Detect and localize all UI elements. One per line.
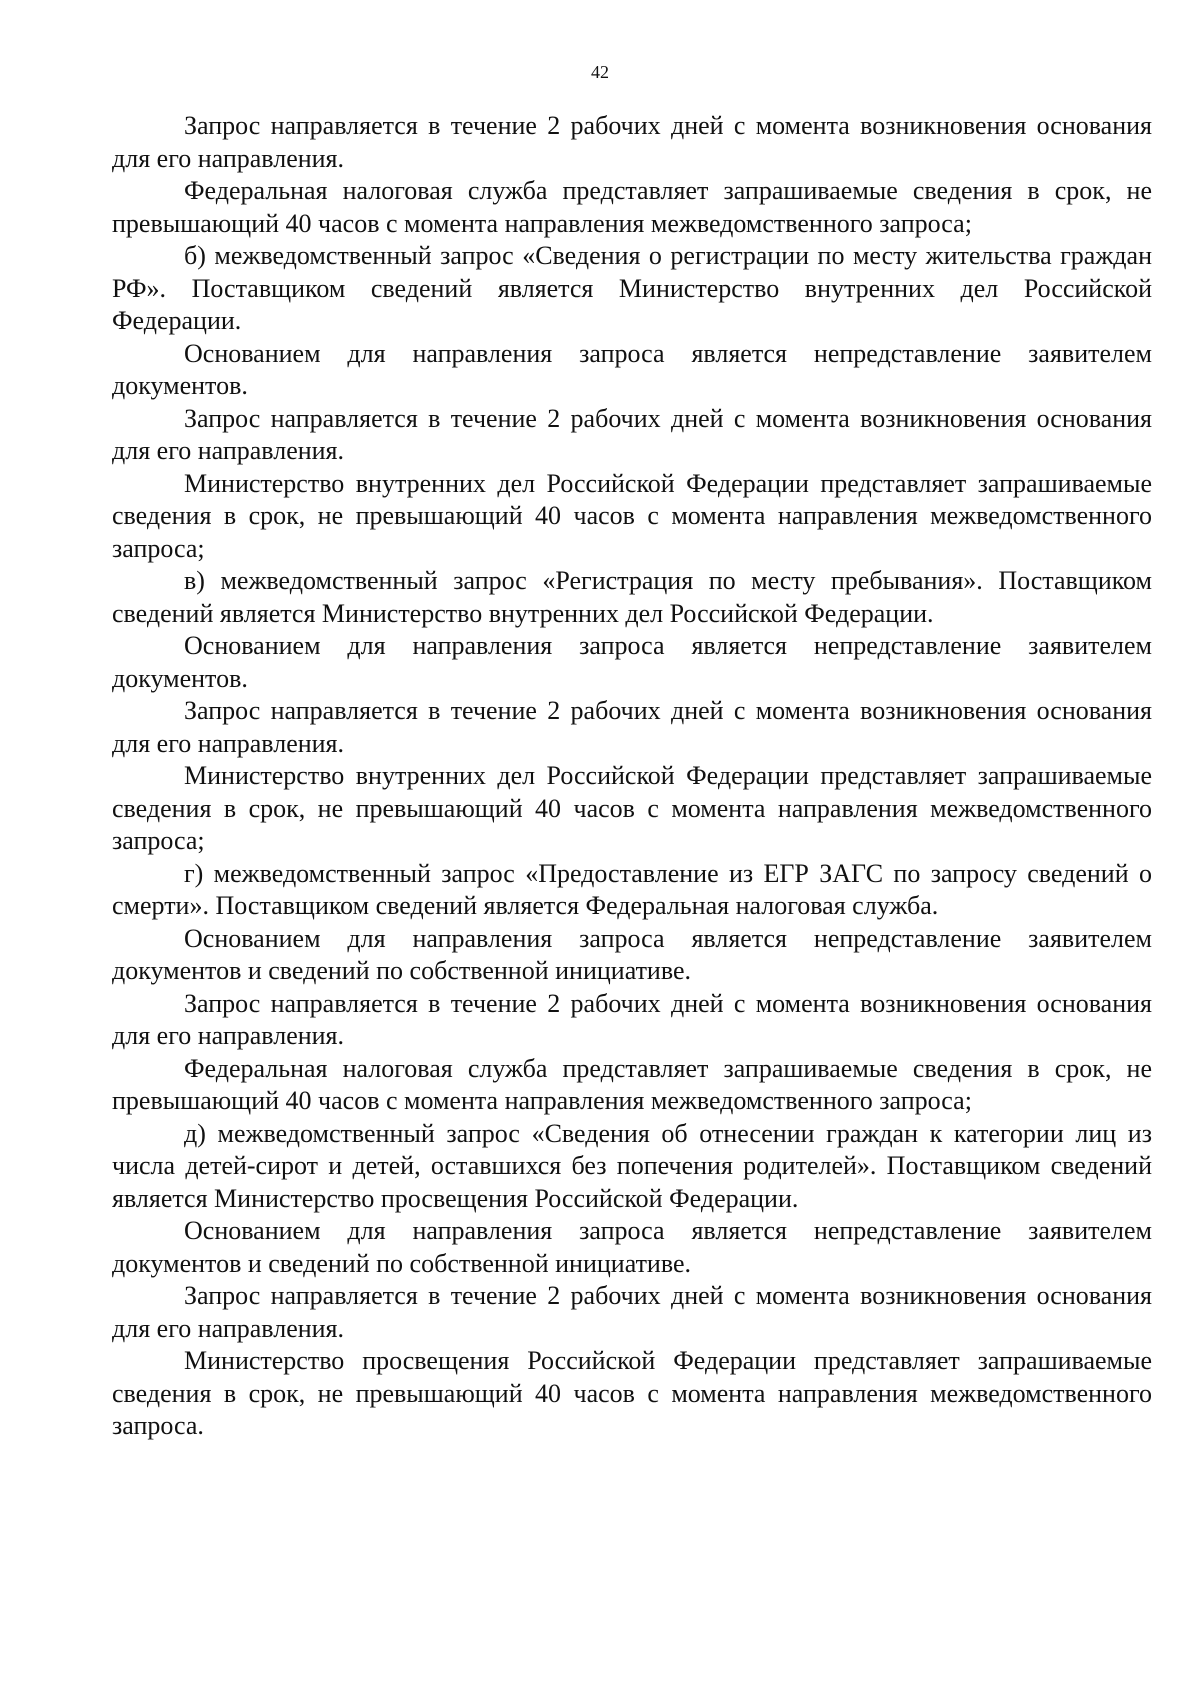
paragraph: Министерство внутренних дел Российской Федерации представляет запрашиваемые сведения в срок, не превышающий 40 часов с момента направления межведомственного запроса; — [112, 761, 1152, 855]
paragraph: Запрос направляется в течение 2 рабочих дней с момента возникновения основания для его направления. — [112, 988, 1152, 1050]
paragraph: б) межведомственный запрос «Сведения о регистрации по месту жительства граждан РФ». Поставщиком сведений является Министерство внутренних дел Российской Федерации. — [112, 241, 1152, 335]
paragraph: д) межведомственный запрос «Сведения об отнесении граждан к категории лиц из числа детей-сирот и детей, оставшихся без попечения родителей». Поставщиком сведений является Министерство просвещения Российской Федерации. — [112, 1118, 1152, 1213]
paragraph: Запрос направляется в течение 2 рабочих дней с момента возникновения основания для его направления. — [112, 111, 1152, 173]
paragraph: г) межведомственный запрос «Предоставление из ЕГР ЗАГС по запросу сведений о смерти». Поставщиком сведений является Федеральная налоговая служба. — [112, 858, 1152, 920]
paragraph: Основанием для направления запроса является непредставление заявителем документов и сведений по собственной инициативе. — [112, 923, 1152, 985]
paragraph: Федеральная налоговая служба представляет запрашиваемые сведения в срок, не превышающий 40 часов с момента направления межведомственного запроса; — [112, 1053, 1152, 1115]
paragraph: Запрос направляется в течение 2 рабочих дней с момента возникновения основания для его направления. — [112, 403, 1152, 465]
paragraph: Запрос направляется в течение 2 рабочих дней с момента возникновения основания для его направления. — [112, 1281, 1152, 1343]
paragraph: в) межведомственный запрос «Регистрация по месту пребывания». Поставщиком сведений является Министерство внутренних дел Российской Федерации. — [112, 566, 1152, 628]
paragraph: Основанием для направления запроса является непредставление заявителем документов и сведений по собственной инициативе. — [112, 1216, 1152, 1278]
page-number: 42 — [591, 62, 609, 82]
document-body — [112, 110, 1152, 1443]
paragraph: Основанием для направления запроса является непредставление заявителем документов. — [112, 338, 1152, 400]
paragraph: Основанием для направления запроса является непредставление заявителем документов. — [112, 631, 1152, 693]
paragraph: Запрос направляется в течение 2 рабочих дней с момента возникновения основания для его направления. — [112, 696, 1152, 758]
paragraph: Министерство внутренних дел Российской Федерации представляет запрашиваемые сведения в срок, не превышающий 40 часов с момента направления межведомственного запроса; — [112, 468, 1152, 563]
paragraph: Министерство просвещения Российской Федерации представляет запрашиваемые сведения в срок, не превышающий 40 часов с момента направления межведомственного запроса. — [112, 1346, 1152, 1440]
paragraph: Федеральная налоговая служба представляет запрашиваемые сведения в срок, не превышающий 40 часов с момента направления межведомственного запроса; — [112, 176, 1152, 238]
